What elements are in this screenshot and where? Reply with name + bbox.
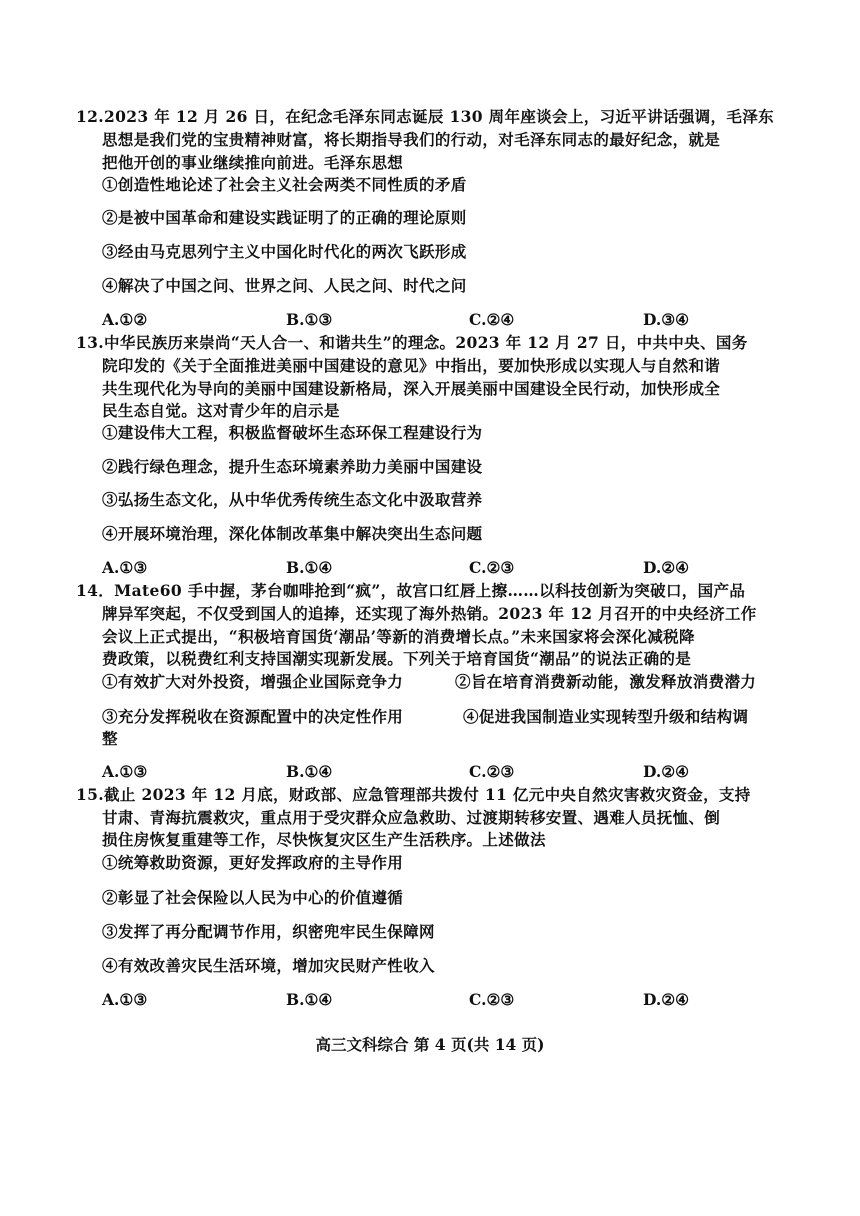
answer-option-c: C.②③ xyxy=(469,558,515,577)
answer-option-a: A.①③ xyxy=(102,762,148,781)
choice-statement: ③发挥了再分配调节作用，织密兜牢民生保障网 xyxy=(102,922,435,941)
question-stem-line: 费政策，以税费红利支持国潮实现新发展。下列关于培育国货“潮品”的说法正确的是 xyxy=(102,649,692,668)
choice-statement: ①创造性地论述了社会主义社会两类不同性质的矛盾 xyxy=(102,175,467,194)
answer-option-c: C.②④ xyxy=(469,310,515,329)
choice-statement: ④有效改善灾民生活环境，增加灾民财产性收入 xyxy=(102,956,435,975)
question-stem-line: 民生态自觉。这对青少年的启示是 xyxy=(102,401,340,420)
choice-statement: ①统筹救助资源，更好发挥政府的主导作用 xyxy=(102,853,404,872)
question-stem-line: 甘肃、青海抗震救灾，重点用于受灾群众应急救助、过渡期转移安置、遇难人员抚恤、倒 xyxy=(102,808,721,827)
choice-statement: ①建设伟大工程，积极监督破坏生态环保工程建设行为 xyxy=(102,423,483,442)
answer-option-b: B.①④ xyxy=(286,762,333,781)
choice-statement: ①有效扩大对外投资，增强企业国际竞争力 xyxy=(102,672,404,691)
question-stem-line: 损住房恢复重建等工作，尽快恢复灾区生产生活秩序。上述做法 xyxy=(102,830,546,849)
choice-statement: ③经由马克思列宁主义中国化时代化的两次飞跃形成 xyxy=(102,242,467,261)
question-stem-line: 思想是我们党的宝贵精神财富，将长期指导我们的行动，对毛泽东同志的最好纪念，就是 xyxy=(102,130,721,149)
answer-option-a: A.①② xyxy=(102,310,148,329)
question-stem-line: 把他开创的事业继续推向前进。毛泽东思想 xyxy=(102,153,404,172)
page-footer: 高三文科综合 第 4 页(共 14 页) xyxy=(315,1035,545,1054)
question-stem-line: 13.中华民族历来崇尚“天人合一、和谐共生”的理念。2023 年 12 月 27 日，中共中央、国务 xyxy=(76,333,748,352)
choice-statement: ②旨在培育消费新动能，激发释放消费潜力 xyxy=(455,672,757,691)
answer-option-c: C.②③ xyxy=(469,990,515,1009)
choice-statement: ②是被中国革命和建设实践证明了的正确的理论原则 xyxy=(102,208,467,227)
choice-statement: ④促进我国制造业实现转型升级和结构调 xyxy=(463,707,749,726)
answer-option-b: B.①③ xyxy=(286,310,333,329)
answer-option-b: B.①④ xyxy=(286,558,333,577)
choice-statement: ②彰显了社会保险以人民为中心的价值遵循 xyxy=(102,888,404,907)
answer-option-a: A.①③ xyxy=(102,990,148,1009)
question-stem-line: 14．Mate60 手中握，茅台咖啡抢到“疯”，故宫口红唇上擦……以科技创新为突破口，国产品 xyxy=(76,581,746,600)
question-stem-line: 15.截止 2023 年 12 月底，财政部、应急管理部共拨付 11 亿元中央自然灾害救灾资金，支持 xyxy=(76,785,751,804)
question-stem-line: 牌异军突起，不仅受到国人的追捧，还实现了海外热销。2023 年 12 月召开的中央经济工作 xyxy=(102,604,757,623)
answer-option-c: C.②③ xyxy=(469,762,515,781)
answer-option-d: D.③④ xyxy=(643,310,690,329)
question-stem-line: 12.2023 年 12 月 26 日，在纪念毛泽东同志诞辰 130 周年座谈会上，习近平讲话强调，毛泽东 xyxy=(76,107,774,126)
answer-option-d: D.②④ xyxy=(643,558,690,577)
choice-statement: ④解决了中国之问、世界之问、人民之问、时代之问 xyxy=(102,276,467,295)
answer-option-a: A.①③ xyxy=(102,558,148,577)
answer-option-d: D.②④ xyxy=(643,990,690,1009)
question-stem-line: 会议上正式提出，“积极培育国货‘潮品’等新的消费增长点。”未来国家将会深化减税降 xyxy=(102,627,695,646)
question-stem-line: 共生现代化为导向的美丽中国建设新格局，深入开展美丽中国建设全民行动，加快形成全 xyxy=(102,379,721,398)
question-stem-line: 院印发的《关于全面推进美丽中国建设的意见》中指出，要加快形成以实现人与自然和谐 xyxy=(102,356,721,375)
answer-option-d: D.②④ xyxy=(643,762,690,781)
answer-option-b: B.①④ xyxy=(286,990,333,1009)
choice-statement: ④开展环境治理，深化体制改革集中解决突出生态问题 xyxy=(102,524,483,543)
choice-statement: ③弘扬生态文化，从中华优秀传统生态文化中汲取营养 xyxy=(102,490,483,509)
choice-statement-continuation: 整 xyxy=(102,729,118,748)
choice-statement: ③充分发挥税收在资源配置中的决定性作用 xyxy=(102,707,404,726)
choice-statement: ②践行绿色理念，提升生态环境素养助力美丽中国建设 xyxy=(102,457,483,476)
